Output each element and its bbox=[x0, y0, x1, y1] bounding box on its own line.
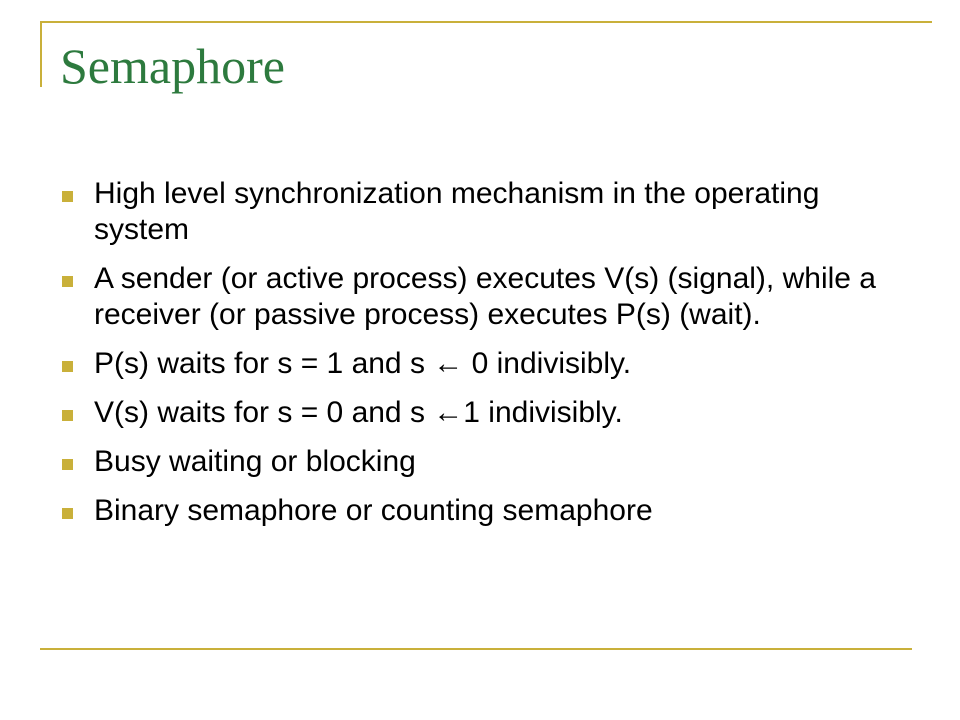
bullet-text: P(s) waits for s = 1 and s ← 0 indivisibly. bbox=[94, 347, 632, 380]
bullet-item bbox=[60, 493, 900, 529]
bullet-text: V(s) waits for s = 0 and s ←1 indivisibly. bbox=[94, 396, 623, 429]
square-bullet-icon bbox=[62, 191, 73, 202]
bullet-text: A sender (or active process) executes V(s) (signal), while a receiver (or passive process) executes P(s) (wait). bbox=[94, 262, 876, 331]
square-bullet-icon bbox=[62, 276, 73, 287]
bullet-text: Busy waiting or blocking bbox=[94, 445, 416, 478]
square-bullet-icon bbox=[62, 410, 73, 421]
bullet-list bbox=[60, 176, 900, 542]
square-bullet-icon bbox=[62, 361, 73, 372]
square-bullet-icon bbox=[62, 508, 73, 519]
left-rule bbox=[40, 21, 42, 87]
top-rule bbox=[40, 21, 932, 23]
slide-title: Semaphore bbox=[60, 38, 285, 94]
bottom-rule bbox=[40, 648, 912, 650]
bullet-item bbox=[60, 261, 900, 333]
bullet-text: Binary semaphore or counting semaphore bbox=[94, 494, 653, 527]
bullet-item bbox=[60, 444, 900, 480]
bullet-item bbox=[60, 346, 900, 382]
bullet-item bbox=[60, 395, 900, 431]
square-bullet-icon bbox=[62, 459, 73, 470]
bullet-text: High level synchronization mechanism in the operating system bbox=[94, 177, 820, 246]
bullet-item bbox=[60, 176, 900, 248]
